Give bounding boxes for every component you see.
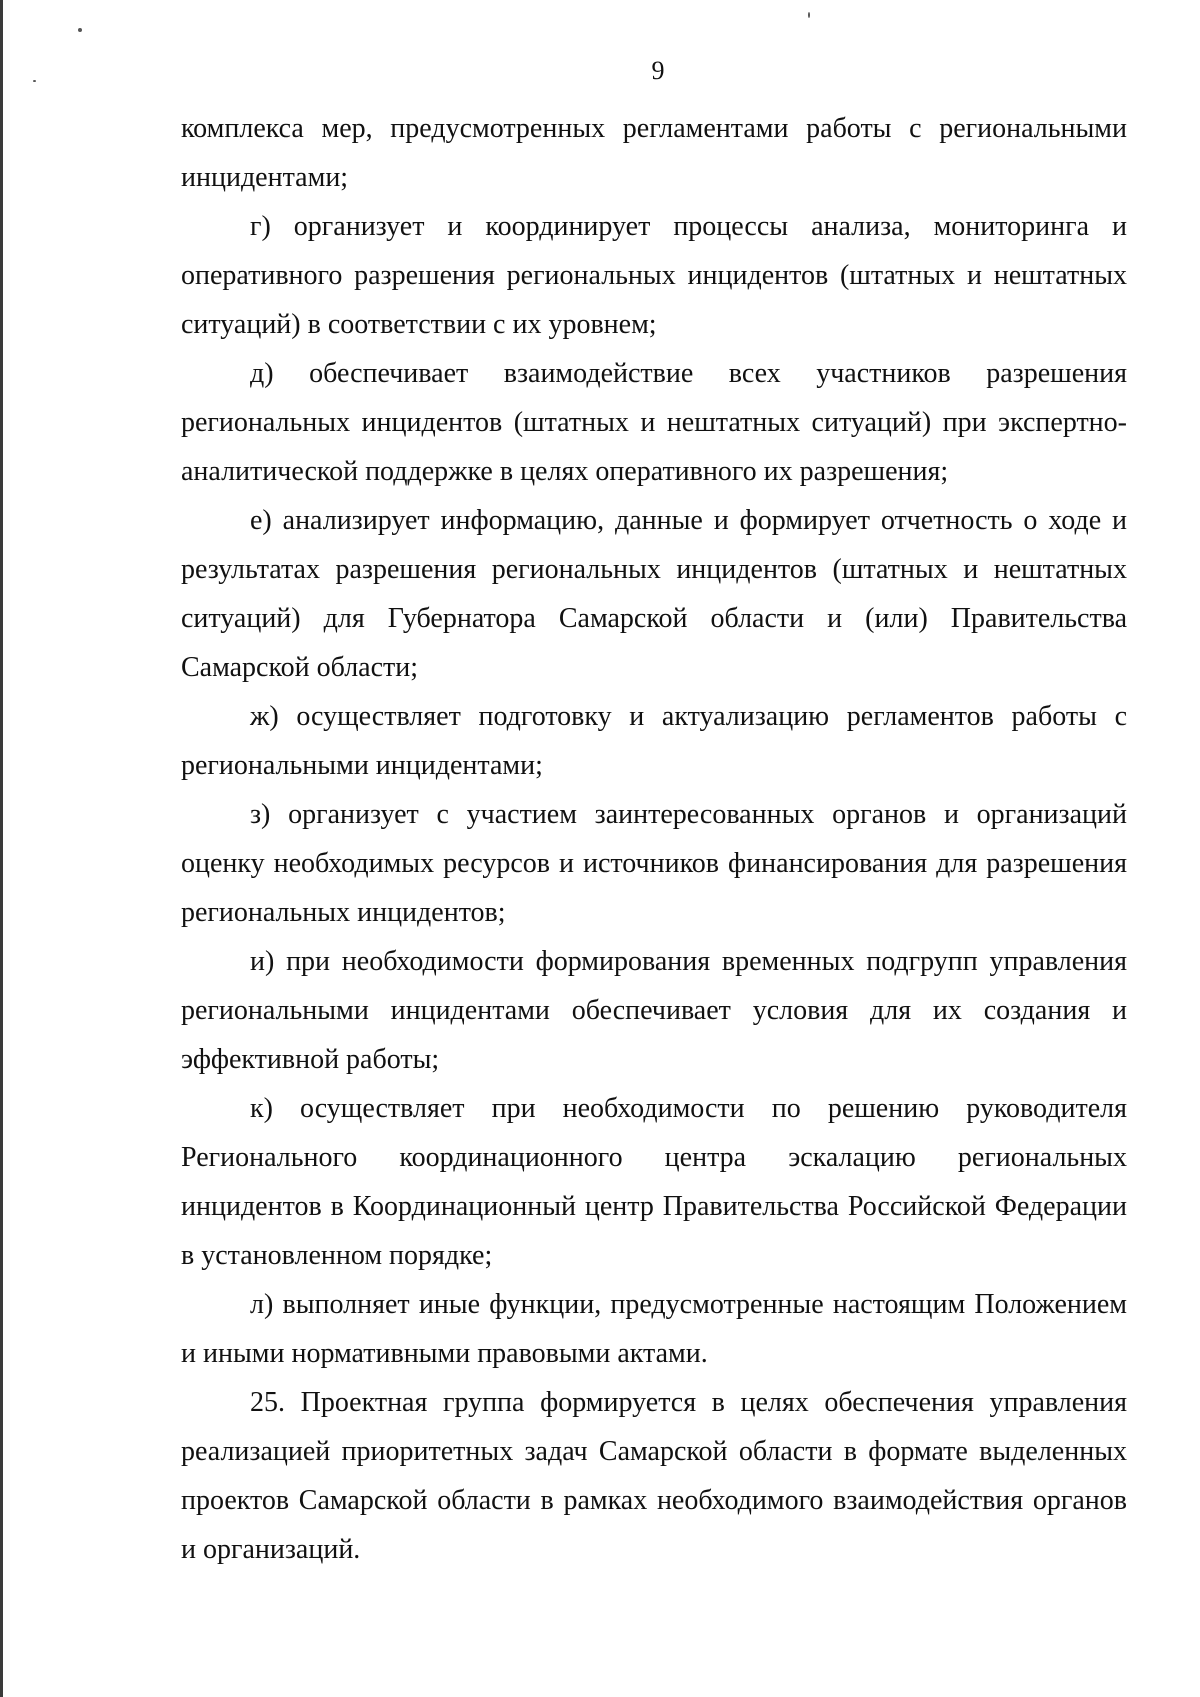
paragraph-item-i: и) при необходимости формирования временных подгрупп управления региональными инцидентами обеспечивает условия для их создания и эффективной работы; [181, 946, 1127, 1075]
paragraph-item-z: з) организует с участием заинтересованных органов и организаций оценку необходимых ресурсов и источников финансирования для разрешения региональных инцидентов; [181, 799, 1127, 928]
paragraph-item-zh: ж) осуществляет подготовку и актуализацию регламентов работы с региональными инцидентами; [181, 701, 1127, 781]
paragraph-item-g: г) организует и координирует процессы анализа, мониторинга и оперативного разрешения региональных инцидентов (штатных и нештатных ситуаций) в соответствии с их уровнем; [181, 211, 1127, 340]
paragraph-section-25: 25. Проектная группа формируется в целях обеспечения управления реализацией приоритетных задач Самарской области в формате выделенных проектов Самарской области в рамках необходимого взаимодействия органов и организаций. [181, 1387, 1127, 1565]
paragraph-continuation: комплекса мер, предусмотренных регламентами работы с региональными инцидентами; [181, 113, 1127, 193]
paragraph-item-e: е) анализирует информацию, данные и формирует отчетность о ходе и результатах разрешения региональных инцидентов (штатных и нештатных ситуаций) для Губернатора Самарской области и (или) Правительства Самарской области; [181, 505, 1127, 683]
paragraph-item-l: л) выполняет иные функции, предусмотренные настоящим Положением и иными нормативными правовыми актами. [181, 1289, 1127, 1369]
page-number: 9 [651, 56, 665, 85]
document-body [181, 104, 1127, 1574]
paragraph-item-d: д) обеспечивает взаимодействие всех участников разрешения региональных инцидентов (штатных и нештатных ситуаций) при экспертно-аналитической поддержке в целях оперативного их разрешения; [181, 358, 1127, 487]
scan-edge [0, 0, 3, 1697]
paragraph-item-k: к) осуществляет при необходимости по решению руководителя Регионального координационного центра эскалацию региональных инцидентов в Координационный центр Правительства Российской Федерации в установленном порядке; [181, 1093, 1127, 1271]
scan-speck [808, 12, 810, 18]
scan-speck [78, 28, 82, 32]
